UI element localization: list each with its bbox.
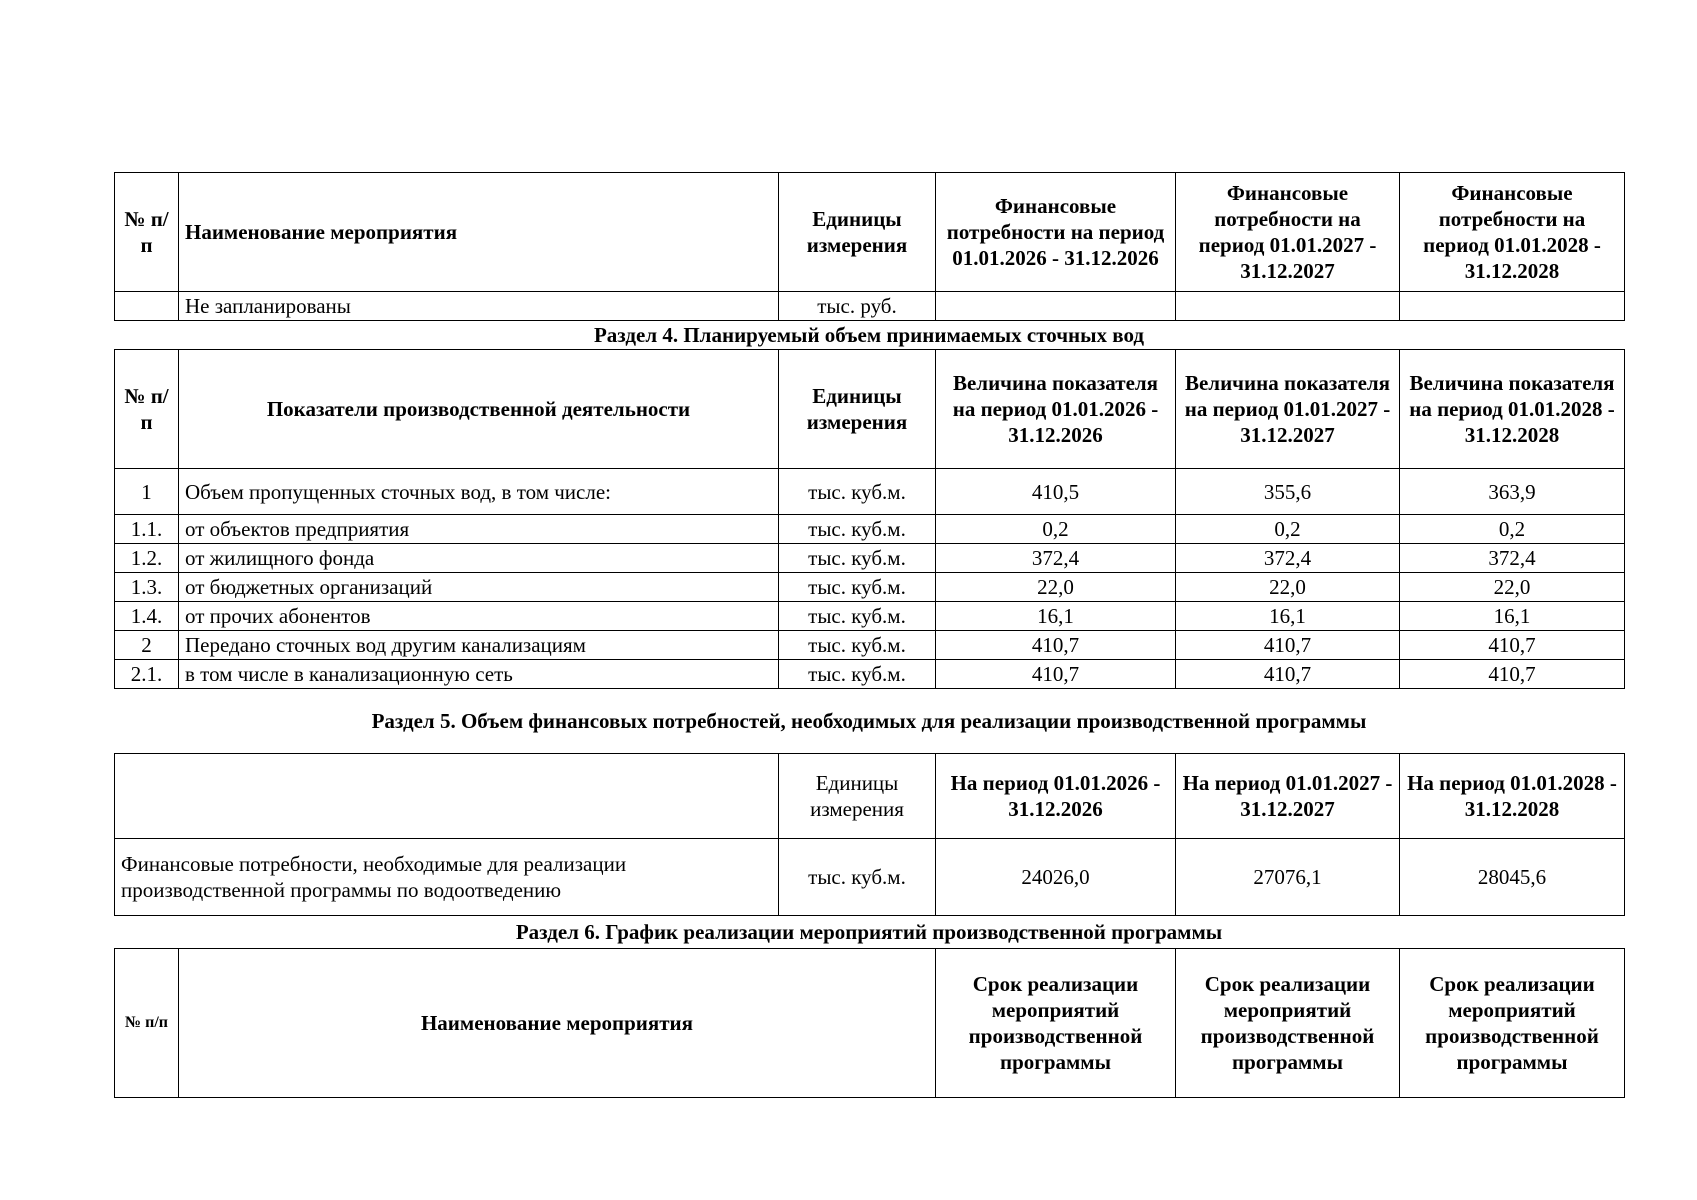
table-row xyxy=(115,660,1625,689)
row-name: от бюджетных организаций xyxy=(179,573,779,602)
row-name: от объектов предприятия xyxy=(179,515,779,544)
row-value-2028: 410,7 xyxy=(1400,631,1625,660)
row-name: в том числе в канализационную сеть xyxy=(179,660,779,689)
table-row xyxy=(115,573,1625,602)
row-num: 1.1. xyxy=(115,515,179,544)
col-unit-header: Единицы измерения xyxy=(779,754,936,839)
row-name: от прочих абонентов xyxy=(179,602,779,631)
col-2028-header: Величина показателя на период 01.01.2028 - 31.12.2028 xyxy=(1400,350,1625,469)
row-value-2026 xyxy=(936,292,1176,321)
table-header-row xyxy=(115,754,1625,839)
table-row xyxy=(115,544,1625,573)
col-unit-header: Единицы измерения xyxy=(779,173,936,292)
wastewater-volume-table xyxy=(114,349,1625,689)
table-row xyxy=(115,839,1625,916)
col-term-header-2: Срок реализации мероприятий производственной программы xyxy=(1176,949,1400,1098)
row-num: 1 xyxy=(115,469,179,515)
row-num: 1.4. xyxy=(115,602,179,631)
row-value-2028: 0,2 xyxy=(1400,515,1625,544)
table-header-row xyxy=(115,949,1625,1098)
row-value-2026: 24026,0 xyxy=(936,839,1176,916)
financial-needs-table xyxy=(114,172,1625,321)
row-value-2026: 0,2 xyxy=(936,515,1176,544)
row-value-2027: 16,1 xyxy=(1176,602,1400,631)
row-value-2026: 410,5 xyxy=(936,469,1176,515)
col-2027-header: На период 01.01.2027 - 31.12.2027 xyxy=(1176,754,1400,839)
table-header-row xyxy=(115,350,1625,469)
row-name: Финансовые потребности, необходимые для реализации производственной программы по водоотведению xyxy=(115,839,779,916)
row-name: Объем пропущенных сточных вод, в том числе: xyxy=(179,469,779,515)
table-row xyxy=(115,602,1625,631)
col-2026-header: На период 01.01.2026 - 31.12.2026 xyxy=(936,754,1176,839)
row-value-2026: 372,4 xyxy=(936,544,1176,573)
row-value-2027 xyxy=(1176,292,1400,321)
col-num-header: № п/п xyxy=(115,350,179,469)
col-2026-header: Финансовые потребности на период 01.01.2026 - 31.12.2026 xyxy=(936,173,1176,292)
row-num: 1.2. xyxy=(115,544,179,573)
section-5-title: Раздел 5. Объем финансовых потребностей, необходимых для реализации производственной программы xyxy=(371,709,1367,733)
col-num-header: № п/п xyxy=(115,173,179,292)
implementation-schedule-table xyxy=(114,948,1625,1098)
row-value-2028 xyxy=(1400,292,1625,321)
col-name-header xyxy=(115,754,779,839)
row-name: Передано сточных вод другим канализациям xyxy=(179,631,779,660)
row-value-2027: 410,7 xyxy=(1176,631,1400,660)
document-page xyxy=(114,172,1624,1098)
row-unit: тыс. куб.м. xyxy=(779,631,936,660)
row-value-2027: 0,2 xyxy=(1176,515,1400,544)
financial-requirements-table xyxy=(114,753,1625,916)
row-value-2026: 410,7 xyxy=(936,631,1176,660)
table-row xyxy=(115,292,1625,321)
col-2028-header: Финансовые потребности на период 01.01.2028 - 31.12.2028 xyxy=(1400,173,1625,292)
col-2028-header: На период 01.01.2028 - 31.12.2028 xyxy=(1400,754,1625,839)
row-value-2028: 16,1 xyxy=(1400,602,1625,631)
row-num: 2 xyxy=(115,631,179,660)
table-row xyxy=(115,515,1625,544)
col-num-header: № п/п xyxy=(115,949,179,1098)
row-value-2026: 22,0 xyxy=(936,573,1176,602)
row-value-2028: 22,0 xyxy=(1400,573,1625,602)
row-unit: тыс. куб.м. xyxy=(779,544,936,573)
row-unit: тыс. руб. xyxy=(779,292,936,321)
row-value-2027: 410,7 xyxy=(1176,660,1400,689)
row-value-2028: 28045,6 xyxy=(1400,839,1625,916)
col-name-header: Наименование мероприятия xyxy=(179,949,936,1098)
row-value-2027: 372,4 xyxy=(1176,544,1400,573)
row-num: 1.3. xyxy=(115,573,179,602)
table-row xyxy=(115,469,1625,515)
row-unit: тыс. куб.м. xyxy=(779,515,936,544)
row-name: Не запланированы xyxy=(179,292,779,321)
row-value-2028: 410,7 xyxy=(1400,660,1625,689)
col-name-header: Наименование мероприятия xyxy=(179,173,779,292)
row-value-2026: 16,1 xyxy=(936,602,1176,631)
row-unit: тыс. куб.м. xyxy=(779,469,936,515)
col-unit-header: Единицы измерения xyxy=(779,350,936,469)
row-value-2028: 363,9 xyxy=(1400,469,1625,515)
section-4-title: Раздел 4. Планируемый объем принимаемых сточных вод xyxy=(593,323,1145,347)
row-value-2028: 372,4 xyxy=(1400,544,1625,573)
row-value-2027: 27076,1 xyxy=(1176,839,1400,916)
row-num: 2.1. xyxy=(115,660,179,689)
row-unit: тыс. куб.м. xyxy=(779,839,936,916)
row-unit: тыс. куб.м. xyxy=(779,602,936,631)
col-2027-header: Финансовые потребности на период 01.01.2027 - 31.12.2027 xyxy=(1176,173,1400,292)
section-6-title: Раздел 6. График реализации мероприятий производственной программы xyxy=(515,920,1223,944)
col-2026-header: Величина показателя на период 01.01.2026 - 31.12.2026 xyxy=(936,350,1176,469)
row-name: от жилищного фонда xyxy=(179,544,779,573)
col-term-header-1: Срок реализации мероприятий производственной программы xyxy=(936,949,1176,1098)
row-unit: тыс. куб.м. xyxy=(779,660,936,689)
row-unit: тыс. куб.м. xyxy=(779,573,936,602)
row-value-2027: 355,6 xyxy=(1176,469,1400,515)
col-2027-header: Величина показателя на период 01.01.2027 - 31.12.2027 xyxy=(1176,350,1400,469)
row-value-2027: 22,0 xyxy=(1176,573,1400,602)
col-name-header: Показатели производственной деятельности xyxy=(179,350,779,469)
row-num xyxy=(115,292,179,321)
row-value-2026: 410,7 xyxy=(936,660,1176,689)
table-header-row xyxy=(115,173,1625,292)
col-term-header-3: Срок реализации мероприятий производственной программы xyxy=(1400,949,1625,1098)
table-row xyxy=(115,631,1625,660)
